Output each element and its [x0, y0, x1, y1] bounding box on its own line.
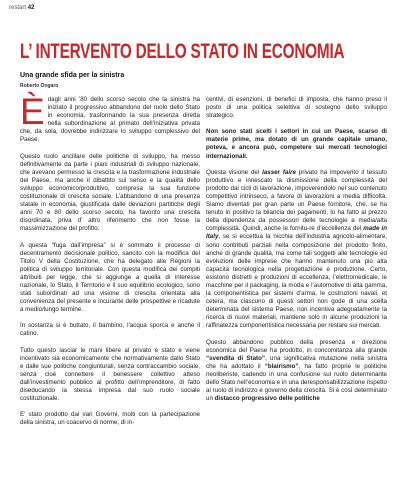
article-author: Roberto Ongaro: [20, 83, 59, 89]
text-run: , ha fatto proprie le politiche neoliberiste, cadendo in una confusione sul ruolo determinante dello Stato nell’economia e in una deresponsabilizzazione rispetto al ruolo di indirizzo e governo della crescita. Si è così determinato un: [206, 362, 388, 403]
left-column: [20, 91, 200, 435]
text-run: privato ha impoverito il tessuto produttivo e innescato la dismissione della complessità del prodotto dai cicli di lavorazione, impoverendolo nel suo contenuto competitivo intrinseco, a favore di lavorazioni a media difficoltà. Siamo diventati per gran parte un Paese fornitore, che, se ha tenuto in positivo la bilancia dei pagamenti, lo ha fatto al prezzo della dipendenza da possessori delle tecnologie a media/alta complessità. Quindi, anche le fornitu-re d’eccellenza del: [206, 168, 387, 233]
bold-text: distacco progressivo delle politiche: [214, 395, 320, 403]
article-subtitle: Una grande sfida per la sinistra: [20, 72, 125, 79]
text-run: , se si eccettua la nicchia dell’industria agricolo-alimentare, sono contributi parziali nella composizione del prodotto finito, anche di grande qualità, ma come tali soggetti alle tecnologie ed evoluzioni delle imprese che hanno mantenuto una più alta capacità tecnologica nella progettazione e produzione. Certo, esistono distretti e produzioni di eccellenza, l’elettromedicale, le macchine per il packaging, la moda e l’automotive di alta gamma, la componentistica per sistemi d’arma, le costruzioni navali, et cetera, ma ciascuno di questi settori non gode di una scelta determinata del sistema Paese, non incentiva adeguatamente la ricerca di nuovi materiali, mantiene solo in alcune produzioni la raffinatezza componentistica necessaria per restare sui mercati.: [206, 233, 387, 330]
emphasis-text: lasser faire: [262, 168, 296, 176]
paragraph-text: dagli anni ’80 dello scorso secolo che la sinistra ha iniziato il progressivo abbandono del ruolo dello Stato in economia, trasformando la sua presenza diretta nella subordinazione al primato dell’iniziativa privata che, da sola, dovrebbe indirizzare lo sviluppo complessivo del Paese.: [20, 96, 200, 144]
highlight-paragraph: Non sono stati scelti i settori in cui un Paese, scarso di materie prime, ma dotato di un grande capitale umano, poteva, e ancora può, competere sui mercati tecnologici internazionali.: [206, 128, 387, 160]
paragraph: A questa “fuga dall’impresa” si è sommato il processo di decentramento decisionale politico, sancito con la modifica del Titolo V della Costituzione, che ha delegato alle Regioni la politica di sviluppo territoriale. Con questa modifica dei compiti attribuiti per legge, che si aggiunge a quella di interesse nazionale, lo Stato, il Territorio e il suo equilibrio ecologico, sono stati subordinati ad una visione di crescita orientata alla convenienza del presente e incurante delle prospettive e ricadute a medio/lungo termine.: [20, 241, 200, 314]
paragraph: E’ stato prodotto dai vari Governi, molti con la partecipazione della sinistra, un coacervo di norme, di in-: [20, 411, 200, 427]
running-head-section: restart: [9, 5, 27, 11]
emphasis-text: made in Italy: [206, 225, 387, 241]
drop-cap: È: [20, 91, 45, 132]
text-run: Questa visione del: [206, 168, 263, 176]
paragraph: In sostanza si è buttato, il bambino, l’acqua sporca e anche il catino.: [20, 322, 200, 338]
text-run: , una significativa mutazione nella sinistra che ha adottato il: [206, 354, 388, 370]
page-number: 42: [27, 5, 35, 11]
paragraph: Questo ruolo ancillare delle politiche di sviluppo, ha messo definitivamente da parte i piani industriali di sviluppo nazionale, che avevano permesso la crescita e la trasformazione industriale del Paese, ma anche il dibattito sul senso e la qualità dello sviluppo economico/produttivo, compresa la sua funzione costituzionale di crescita sociale. L’abbandono di una presenza statale in economia, giustificata dalle deviazioni partitiche degli anni 70 e 80 dello scorso secolo, ha favorito una crescita disordinata, priva d’ altro riferimento che non fosse la massimizzazione del profitto.: [20, 152, 200, 233]
paragraph: Tutto questo lasciar le mani libere al privato è stato e viene incentivato sia economicamente che normativamente dallo Stato e dalle sue politiche congiunturali, senza contraccambio sociale, senza cioè connettere il benessere collettivo atteso dall’investimento pubblico al profitto dell’imprenditore, di fatto diseducando la stessa impresa dal suo ruolo sociale costituzionale.: [20, 346, 200, 403]
paragraph: [206, 169, 387, 331]
bold-text: “svendita di Stato”: [206, 354, 265, 362]
paragraph: [206, 339, 387, 404]
article-headline: L’ INTERVENTO DELLO STATO IN ECONOMIA: [20, 40, 345, 63]
right-column: [206, 96, 387, 411]
bold-text: “blairismo”: [264, 362, 299, 370]
paragraph: [20, 91, 200, 145]
paragraph: centivi, di esenzioni, di benefici di imposta, che hanno preso il posto di una politica selettiva di sostegno dello sviluppo strategico.: [206, 96, 387, 120]
running-head: [9, 5, 34, 11]
text-run: Questo abbandono pubblico della presenza e direzione economica del Paese ha prodotto, in concomitanza alla grande: [206, 338, 387, 354]
